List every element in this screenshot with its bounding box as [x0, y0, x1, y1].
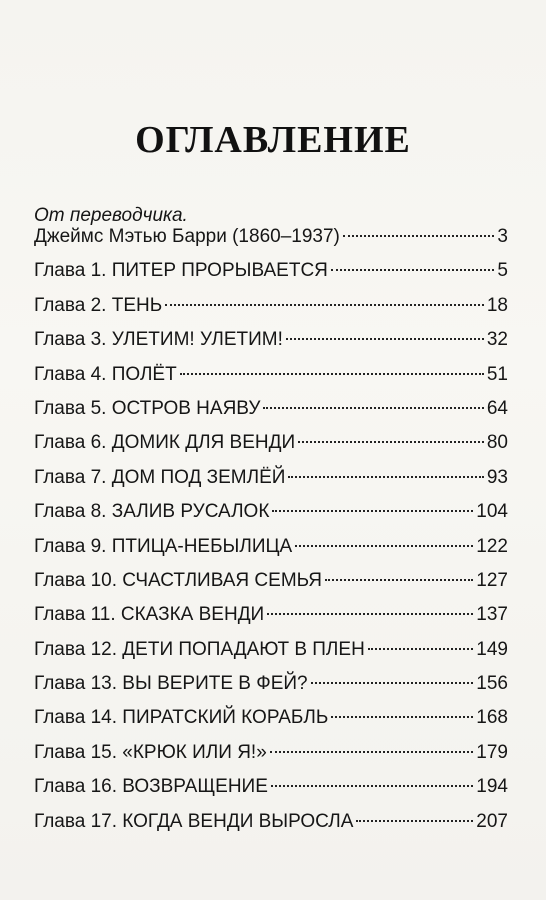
toc-entry-page: 93	[486, 466, 508, 488]
toc-entry-title: Глава 13. ВЫ ВЕРИТЕ В ФЕЙ?	[34, 673, 308, 695]
toc-entry-title: Джеймс Мэтью Барри (1860–1937)	[34, 226, 340, 247]
dot-leader	[180, 373, 484, 375]
toc-entry-page: 149	[476, 638, 508, 660]
toc-entry-page: 156	[476, 673, 508, 695]
toc-entry-page: 51	[486, 363, 508, 385]
dot-leader	[331, 716, 473, 718]
toc-entry	[34, 530, 508, 564]
toc-entry	[34, 461, 508, 495]
toc-entry-page: 5	[497, 260, 508, 282]
toc-entry-title: Глава 3. УЛЕТИМ! УЛЕТИМ!	[34, 329, 283, 351]
toc-entry-page: 122	[476, 535, 508, 557]
dot-leader	[286, 338, 484, 340]
toc-entry	[34, 426, 508, 460]
toc-entry	[34, 770, 508, 804]
toc-entry	[34, 805, 508, 839]
toc-entry-title: Глава 5. ОСТРОВ НАЯВУ	[34, 397, 261, 419]
toc-entry-page: 207	[476, 810, 508, 832]
toc-entry-page: 179	[476, 741, 508, 763]
toc-entry-title: Глава 12. ДЕТИ ПОПАДАЮТ В ПЛЕН	[34, 638, 365, 660]
toc-entry-title: Глава 17. КОГДА ВЕНДИ ВЫРОСЛА	[34, 810, 354, 832]
toc-entry-title: Глава 11. СКАЗКА ВЕНДИ	[34, 604, 265, 626]
toc-entry-page: 137	[476, 604, 508, 626]
toc-entry	[34, 220, 508, 254]
dot-leader	[331, 269, 495, 271]
dot-leader	[295, 545, 473, 547]
dot-leader	[272, 510, 473, 512]
toc-entry	[34, 633, 508, 667]
toc-entry	[34, 289, 508, 323]
dot-leader	[263, 407, 483, 409]
toc-entry	[34, 598, 508, 632]
toc-entry-title: Глава 9. ПТИЦА-НЕБЫЛИЦА	[34, 535, 293, 557]
dot-leader	[343, 235, 495, 237]
toc-entry-title: Глава 10. СЧАСТЛИВАЯ СЕМЬЯ	[34, 569, 322, 591]
toc-entry-page: 104	[476, 501, 508, 523]
toc-entry-page: 32	[486, 329, 508, 351]
toc-entry-page: 3	[497, 226, 508, 247]
toc-entry	[34, 667, 508, 701]
toc-entry	[34, 701, 508, 735]
toc-entry-page: 80	[486, 432, 508, 454]
toc-entry	[34, 358, 508, 392]
toc-entry	[34, 495, 508, 529]
toc-entry-title: Глава 15. «КРЮК ИЛИ Я!»	[34, 741, 267, 763]
toc-entry	[34, 736, 508, 770]
dot-leader	[165, 304, 484, 306]
dot-leader	[325, 579, 473, 581]
toc-entry-title: Глава 1. ПИТЕР ПРОРЫВАЕТСЯ	[34, 260, 328, 282]
dot-leader	[368, 648, 474, 650]
toc-entry-title: Глава 2. ТЕНЬ	[34, 294, 163, 316]
toc-entry-title: Глава 16. ВОЗВРАЩЕНИЕ	[34, 776, 268, 798]
toc-entry-title: Глава 14. ПИРАТСКИЙ КОРАБЛЬ	[34, 707, 329, 729]
toc-entry-title: Глава 4. ПОЛЁТ	[34, 363, 177, 385]
intro-line: От переводчика.	[34, 205, 188, 226]
toc-entry	[34, 564, 508, 598]
toc-entry-page: 127	[476, 569, 508, 591]
toc-entry-title: Глава 6. ДОМИК ДЛЯ ВЕНДИ	[34, 432, 296, 454]
toc-entry-page: 18	[486, 294, 508, 316]
page-title: ОГЛАВЛЕНИЕ	[135, 119, 411, 161]
toc-entry-page: 194	[476, 776, 508, 798]
dot-leader	[298, 441, 484, 443]
toc-entry-title: Глава 7. ДОМ ПОД ЗЕМЛЁЙ	[34, 466, 286, 488]
toc-entry	[34, 392, 508, 426]
toc-entry	[34, 323, 508, 357]
dot-leader	[288, 476, 483, 478]
dot-leader	[271, 785, 473, 787]
dot-leader	[270, 751, 474, 753]
dot-leader	[267, 613, 473, 615]
toc-entry	[34, 254, 508, 288]
toc-entry-page: 64	[486, 397, 508, 419]
dot-leader	[356, 820, 473, 822]
toc-entry-title: Глава 8. ЗАЛИВ РУСАЛОК	[34, 501, 270, 523]
table-of-contents	[34, 220, 508, 839]
dot-leader	[311, 682, 474, 684]
toc-entry-page: 168	[476, 707, 508, 729]
